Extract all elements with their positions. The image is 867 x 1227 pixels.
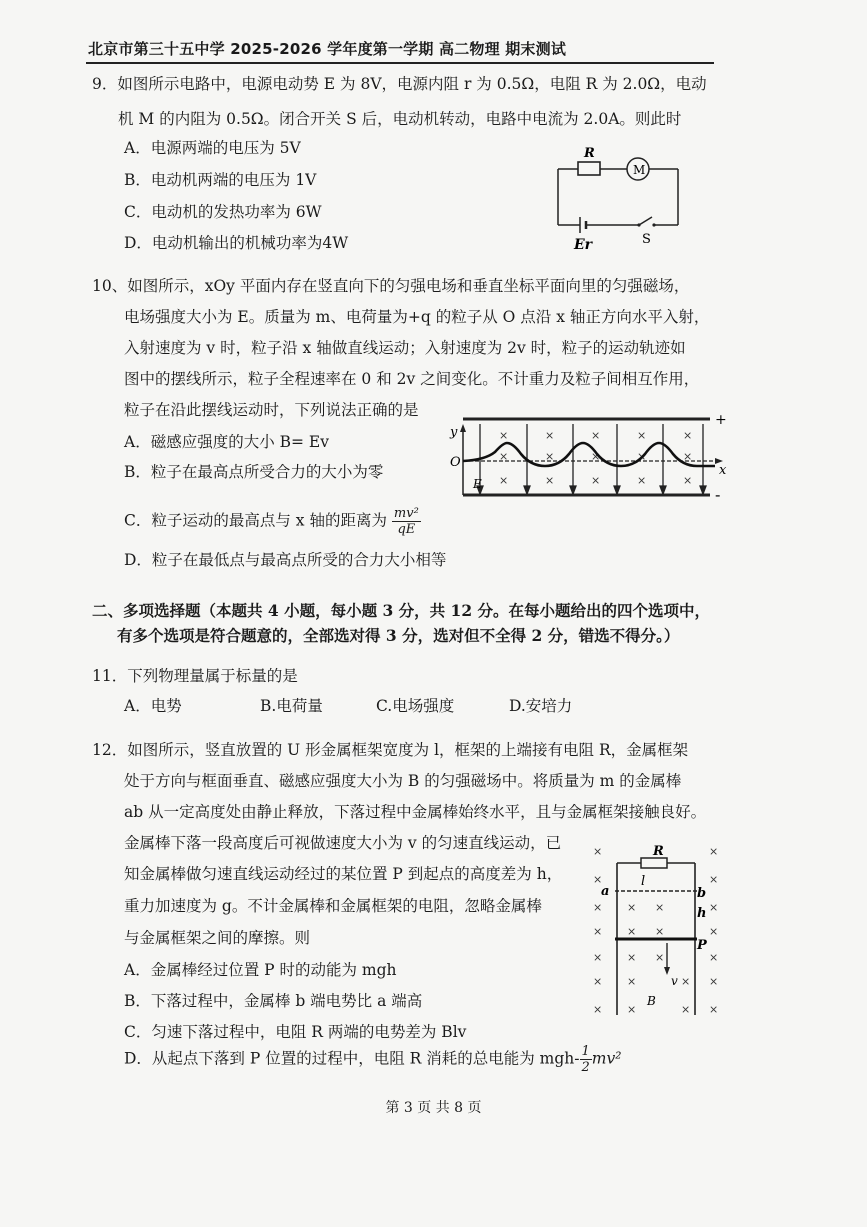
q12-frame-diagram: [585, 835, 725, 1025]
q9-option-d: D．电动机输出的机械功率为4W: [124, 234, 349, 252]
q10-fig-plus: +: [715, 412, 727, 428]
svg-text:×: ×: [637, 429, 647, 442]
svg-text:×: ×: [627, 901, 637, 914]
q10-stem-line1: 10、如图所示，xOy 平面内存在竖直向下的匀强电场和垂直坐标平面向里的匀强磁场，: [92, 277, 690, 295]
q10-option-a: A．磁感应强度的大小 B= Ev: [124, 433, 329, 451]
q12-stem-line2: 处于方向与框面垂直、磁感应强度大小为 B 的匀强磁场中。将质量为 m 的金属棒: [124, 772, 682, 790]
resistor-symbol: [578, 162, 600, 175]
resistor-symbol: [641, 858, 667, 868]
q10-stem-line5: 粒子在沿此摆线运动时，下列说法正确的是: [124, 401, 419, 419]
svg-text:×: ×: [499, 450, 509, 463]
svg-text:×: ×: [655, 951, 665, 964]
q12-option-d-suffix: mv²: [591, 1049, 622, 1068]
q10-fig-minus: -: [715, 485, 721, 504]
q12-stem-line6: 重力加速度为 g。不计金属棒和金属框架的电阻，忽略金属棒: [124, 897, 542, 915]
svg-text:×: ×: [709, 873, 719, 886]
q10-option-c: [124, 506, 421, 537]
svg-text:×: ×: [709, 925, 719, 938]
svg-text:×: ×: [627, 975, 637, 988]
fraction-denominator: 2: [581, 1060, 590, 1075]
svg-text:×: ×: [593, 845, 603, 858]
q10-field-diagram: [445, 410, 735, 505]
svg-text:×: ×: [591, 450, 601, 463]
q12-fig-label-l: l: [641, 874, 646, 889]
svg-text:×: ×: [593, 975, 603, 988]
q12-option-a: A．金属棒经过位置 P 时的动能为 mgh: [124, 961, 397, 979]
svg-text:×: ×: [683, 474, 693, 487]
svg-text:×: ×: [591, 474, 601, 487]
q12-fig-label-h: h: [697, 906, 707, 921]
q10-fig-y: y: [450, 425, 458, 440]
q10-fig-o: O: [450, 455, 461, 470]
q9-option-c: C．电动机的发热功率为 6W: [124, 203, 322, 221]
q12-fig-label-bfield: B: [647, 994, 656, 1008]
page-footer: 第 3 页 共 8 页: [385, 1100, 482, 1116]
q12-option-d: [124, 1044, 621, 1075]
svg-text:×: ×: [591, 429, 601, 442]
svg-text:×: ×: [709, 951, 719, 964]
q12-option-b: B．下落过程中，金属棒 b 端电势比 a 端高: [124, 992, 423, 1010]
q11-option-d: D.安培力: [509, 697, 573, 715]
q10-fig-e: E: [473, 477, 482, 491]
q12-stem-line7: 与金属框架之间的摩擦。则: [124, 929, 311, 947]
q9-stem-line2: 机 M 的内阻为 0.5Ω。闭合开关 S 后，电动机转动，电路中电流为 2.0A。则此时: [118, 110, 682, 128]
header-divider: [86, 62, 714, 64]
q10-stem-line2: 电场强度大小为 E。质量为 m、电荷量为+q 的粒子从 O 点沿 x 轴正方向水平入射，: [124, 308, 710, 326]
svg-text:×: ×: [593, 1003, 603, 1016]
svg-text:×: ×: [637, 474, 647, 487]
q10-option-b: B．粒子在最高点所受合力的大小为零: [124, 463, 384, 481]
q10-option-d: D．粒子在最低点与最高点所受的合力大小相等: [124, 551, 447, 569]
q12-fig-label-v: v: [671, 974, 678, 988]
svg-text:×: ×: [709, 901, 719, 914]
q12-fig-label-r: R: [653, 844, 664, 859]
q12-fig-label-b: b: [697, 886, 707, 901]
q9-fig-label-r: R: [584, 146, 595, 161]
section-2-heading: 二、多项选择题（本题共 4 小题，每小题 3 分，共 12 分。在每小题给出的四个选项中，: [92, 601, 711, 620]
svg-text:×: ×: [681, 1003, 691, 1016]
q11-stem: 11．下列物理量属于标量的是: [92, 667, 298, 685]
svg-text:×: ×: [545, 474, 555, 487]
svg-text:×: ×: [499, 429, 509, 442]
svg-text:×: ×: [627, 1003, 637, 1016]
q12-option-c: C．匀速下落过程中，电阻 R 两端的电势差为 Blv: [124, 1023, 467, 1041]
q10-fig-x: x: [719, 463, 727, 478]
q12-option-d-text: D．从起点下落到 P 位置的过程中，电阻 R 消耗的总电能为 mgh-: [124, 1049, 580, 1068]
q12-stem-line1: 12．如图所示，竖直放置的 U 形金属框架宽度为 l，框架的上端接有电阻 R，金属框架: [92, 741, 689, 759]
q12-option-d-fraction: [580, 1044, 592, 1075]
q9-option-a: A．电源两端的电压为 5V: [124, 139, 301, 157]
svg-text:×: ×: [545, 450, 555, 463]
svg-text:×: ×: [709, 975, 719, 988]
q10-option-c-text: C．粒子运动的最高点与 x 轴的距离为: [124, 511, 387, 530]
q9-fig-label-er: Er: [574, 237, 593, 253]
svg-text:×: ×: [637, 450, 647, 463]
svg-text:×: ×: [683, 429, 693, 442]
q12-fig-label-a: a: [601, 884, 610, 899]
q9-circuit-diagram: [550, 145, 690, 255]
page-header: 北京市第三十五中学 2025-2026 学年度第一学期 高二物理 期末测试: [88, 40, 567, 58]
svg-text:×: ×: [655, 901, 665, 914]
q12-stem-line3: ab 从一定高度处由静止释放，下落过程中金属棒始终水平，且与金属框架接触良好。: [124, 803, 707, 821]
svg-text:×: ×: [593, 951, 603, 964]
fraction-numerator: mv²: [393, 506, 419, 521]
q12-stem-line4: 金属棒下落一段高度后可视做速度大小为 v 的匀速直线运动，已: [124, 834, 562, 852]
svg-text:×: ×: [593, 873, 603, 886]
switch-blade: [639, 217, 652, 225]
q10-stem-line4: 图中的摆线所示，粒子全程速率在 0 和 2v 之间变化。不计重力及粒子间相互作用，: [124, 370, 700, 388]
svg-text:×: ×: [709, 1003, 719, 1016]
q9-fig-label-s: S: [642, 232, 651, 247]
q11-option-b: B.电荷量: [260, 697, 323, 715]
svg-text:×: ×: [683, 450, 693, 463]
q11-option-c: C.电场强度: [376, 697, 455, 715]
svg-text:×: ×: [499, 474, 509, 487]
svg-text:×: ×: [655, 925, 665, 938]
svg-text:×: ×: [545, 429, 555, 442]
q10-option-c-fraction: [392, 506, 421, 537]
q12-fig-label-p: P: [697, 938, 707, 953]
q11-option-a: A．电势: [124, 697, 182, 715]
q9-fig-label-m: M: [633, 163, 646, 177]
svg-text:×: ×: [593, 901, 603, 914]
q10-stem-line3: 入射速度为 v 时，粒子沿 x 轴做直线运动；入射速度为 2v 时，粒子的运动轨迹如: [124, 339, 686, 357]
svg-text:×: ×: [709, 845, 719, 858]
svg-text:×: ×: [681, 975, 691, 988]
fraction-numerator: 1: [581, 1044, 590, 1059]
svg-text:×: ×: [627, 951, 637, 964]
q9-option-b: B．电动机两端的电压为 1V: [124, 171, 317, 189]
fraction-denominator: qE: [397, 522, 416, 537]
svg-text:×: ×: [627, 925, 637, 938]
q9-stem-line1: 9．如图所示电路中，电源电动势 E 为 8V，电源内阻 r 为 0.5Ω，电阻 R 为 2.0Ω，电动: [92, 75, 707, 93]
q12-stem-line5: 知金属棒做匀速直线运动经过的某位置 P 到起点的高度差为 h，: [124, 865, 563, 883]
svg-text:×: ×: [593, 925, 603, 938]
section-2-instructions: 有多个选项是符合题意的，全部选对得 3 分，选对但不全得 2 分，错选不得分。）: [117, 626, 680, 645]
